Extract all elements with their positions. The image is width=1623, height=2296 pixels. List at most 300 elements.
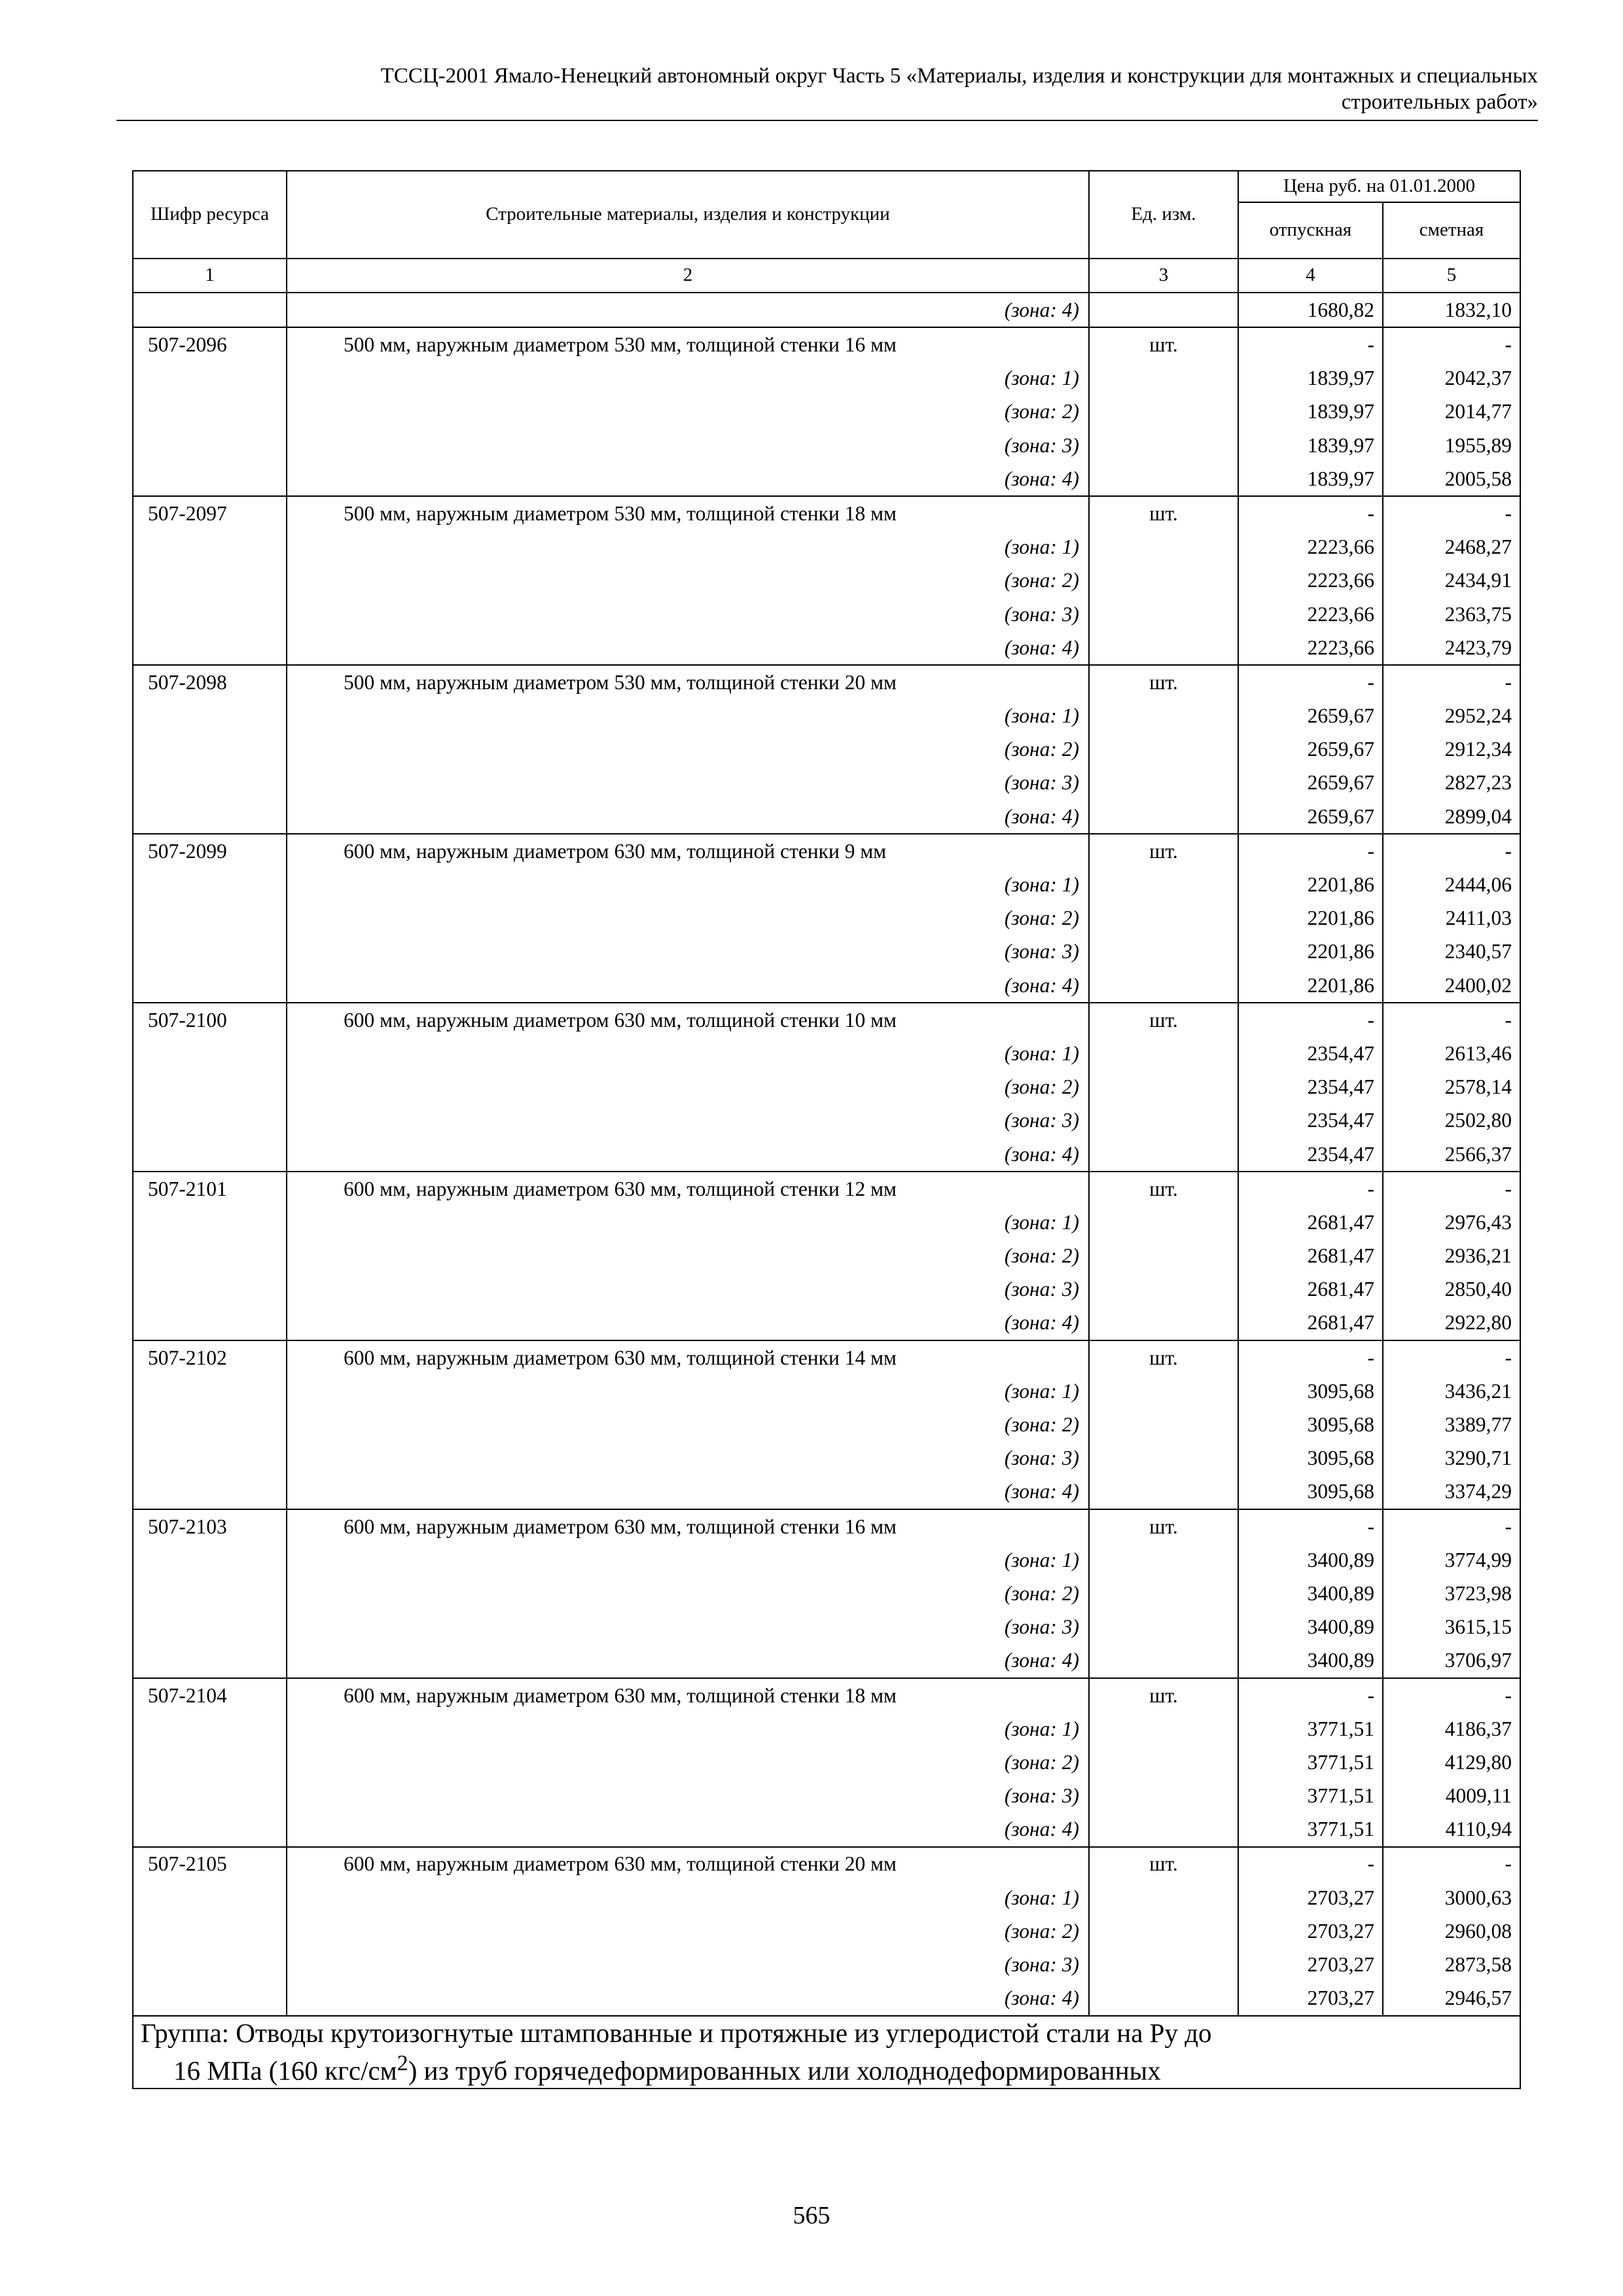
cell-code [133,1948,287,1981]
cell-unit: шт. [1089,1172,1238,1206]
cell-code [133,530,287,564]
cell-description: 500 мм, наружным диаметром 530 мм, толщиной стенки 16 мм [287,327,1089,361]
zone-row [133,1441,1520,1475]
cell-price-estimate: 3290,71 [1383,1441,1520,1475]
cell-price-release: 3771,51 [1238,1712,1383,1746]
cell-description: (зона: 2) [287,1914,1089,1948]
cell-price-release: 3400,89 [1238,1577,1383,1610]
item-row [133,496,1520,530]
column-number-3: 3 [1089,259,1238,293]
cell-unit [1089,1948,1238,1981]
cell-description: (зона: 4) [287,969,1089,1003]
cell-price-estimate: 4110,94 [1383,1812,1520,1846]
cell-unit [1089,1779,1238,1812]
cell-code [133,1779,287,1812]
cell-description: (зона: 3) [287,1779,1089,1812]
cell-price-release: 1839,97 [1238,462,1383,496]
cell-price-release: - [1238,834,1383,868]
zone-row [133,1712,1520,1746]
cell-code [133,699,287,732]
header-materials: Строительные материалы, изделия и конструкции [287,171,1089,259]
cell-price-release: 2223,66 [1238,564,1383,598]
cell-code [133,1037,287,1070]
cell-unit: шт. [1089,1678,1238,1712]
cell-price-estimate: - [1383,1003,1520,1037]
cell-unit [1089,935,1238,969]
header-line-2: строительных работ» [1341,90,1538,115]
zone-row [133,1577,1520,1610]
cell-description: (зона: 4) [287,1138,1089,1172]
zone-row [133,1812,1520,1846]
cell-price-release: - [1238,1509,1383,1543]
cell-unit: шт. [1089,665,1238,699]
zone-row [133,361,1520,395]
cell-description: (зона: 3) [287,1610,1089,1643]
cell-description: 600 мм, наружным диаметром 630 мм, толщиной стенки 10 мм [287,1003,1089,1037]
cell-unit [1089,1914,1238,1948]
cell-description: (зона: 2) [287,1070,1089,1103]
cell-price-estimate: 2400,02 [1383,969,1520,1003]
cell-price-estimate: 2946,57 [1383,1981,1520,2015]
cell-unit [1089,699,1238,732]
cell-unit [1089,1475,1238,1509]
item-row [133,1172,1520,1206]
cell-price-estimate: 4186,37 [1383,1712,1520,1746]
cell-unit [1089,766,1238,800]
zone-row [133,699,1520,732]
cell-description: (зона: 4) [287,800,1089,834]
cell-price-release: 2223,66 [1238,631,1383,665]
cell-price-estimate: 3706,97 [1383,1644,1520,1678]
zone-row [133,1070,1520,1103]
cell-price-release: 2354,47 [1238,1070,1383,1103]
cell-unit [1089,1644,1238,1678]
cell-price-estimate: 3389,77 [1383,1408,1520,1441]
cell-price-release: 2354,47 [1238,1037,1383,1070]
cell-price-release: - [1238,1678,1383,1712]
cell-price-estimate: 4129,80 [1383,1746,1520,1779]
cell-unit [1089,1206,1238,1239]
cell-code [133,1138,287,1172]
cell-unit [1089,1881,1238,1914]
group-title [133,2016,1520,2089]
cell-code [133,1712,287,1746]
cell-code [133,1441,287,1475]
cell-price-estimate: 3436,21 [1383,1374,1520,1408]
cell-code [133,1914,287,1948]
header-price-estimate: сметная [1383,202,1520,259]
cell-description: 600 мм, наружным диаметром 630 мм, толщиной стенки 20 мм [287,1847,1089,1881]
cell-description: 600 мм, наружным диаметром 630 мм, толщиной стенки 18 мм [287,1678,1089,1712]
cell-description: (зона: 4) [287,293,1089,327]
cell-code [133,969,287,1003]
cell-price-release: - [1238,1003,1383,1037]
cell-price-release: 3095,68 [1238,1374,1383,1408]
cell-unit [1089,732,1238,766]
cell-price-release: 3095,68 [1238,1475,1383,1509]
cell-price-estimate: 2444,06 [1383,868,1520,901]
cell-price-release: 2223,66 [1238,598,1383,631]
cell-unit [1089,901,1238,935]
page-number: 565 [793,2202,830,2229]
cell-price-estimate: - [1383,1678,1520,1712]
cell-description: (зона: 2) [287,1577,1089,1610]
cell-description: (зона: 2) [287,564,1089,598]
cell-unit [1089,1272,1238,1306]
cell-description: (зона: 4) [287,1306,1089,1340]
item-row [133,834,1520,868]
cell-unit: шт. [1089,1340,1238,1374]
cell-description: (зона: 2) [287,1746,1089,1779]
zone-row [133,1374,1520,1408]
cell-code [133,361,287,395]
cell-code [133,293,287,327]
item-row [133,1847,1520,1881]
zone-row [133,1037,1520,1070]
cell-price-release: - [1238,1340,1383,1374]
cell-description: (зона: 1) [287,361,1089,395]
cell-code [133,868,287,901]
cell-price-estimate: 2578,14 [1383,1070,1520,1103]
cell-code: 507-2099 [133,834,287,868]
cell-description: (зона: 1) [287,530,1089,564]
zone-row [133,1272,1520,1306]
cell-description: (зона: 1) [287,1374,1089,1408]
cell-code: 507-2104 [133,1678,287,1712]
cell-code [133,1104,287,1138]
cell-description: (зона: 4) [287,462,1089,496]
cell-description: (зона: 4) [287,631,1089,665]
cell-price-estimate: - [1383,1509,1520,1543]
cell-description: (зона: 1) [287,699,1089,732]
cell-price-release: 2703,27 [1238,1881,1383,1914]
cell-price-estimate: 2976,43 [1383,1206,1520,1239]
cell-description: (зона: 3) [287,1948,1089,1981]
zone-row [133,462,1520,496]
cell-code [133,1812,287,1846]
item-row [133,1678,1520,1712]
column-number-5: 5 [1383,259,1520,293]
cell-description: (зона: 2) [287,732,1089,766]
cell-description: (зона: 4) [287,1812,1089,1846]
cell-code [133,1610,287,1643]
cell-price-release: 2659,67 [1238,766,1383,800]
cell-code [133,766,287,800]
cell-price-estimate: 3774,99 [1383,1543,1520,1577]
cell-price-release: 2659,67 [1238,699,1383,732]
zone-row [133,1746,1520,1779]
cell-price-estimate: - [1383,496,1520,530]
superscript-2: 2 [397,2051,408,2075]
cell-price-estimate: 2502,80 [1383,1104,1520,1138]
cell-price-estimate: 2468,27 [1383,530,1520,564]
cell-code: 507-2105 [133,1847,287,1881]
cell-price-release: 2703,27 [1238,1914,1383,1948]
cell-description: (зона: 3) [287,766,1089,800]
header-price-release: отпускная [1238,202,1383,259]
zone-row [133,732,1520,766]
cell-code: 507-2101 [133,1172,287,1206]
cell-price-estimate: 3723,98 [1383,1577,1520,1610]
item-row [133,665,1520,699]
cell-unit [1089,1138,1238,1172]
cell-unit [1089,1306,1238,1340]
cell-code [133,1206,287,1239]
cell-price-estimate: 2850,40 [1383,1272,1520,1306]
cell-code [133,1881,287,1914]
cell-unit [1089,395,1238,429]
cell-price-release: 2659,67 [1238,732,1383,766]
header-price: Цена руб. на 01.01.2000 [1238,171,1520,202]
zone-row [133,935,1520,969]
item-row [133,1003,1520,1037]
cell-description: (зона: 3) [287,935,1089,969]
cell-price-estimate: 2613,46 [1383,1037,1520,1070]
cell-price-release: 3095,68 [1238,1408,1383,1441]
cell-code [133,732,287,766]
cell-price-estimate: 1955,89 [1383,429,1520,462]
cell-unit [1089,1746,1238,1779]
cell-description: (зона: 1) [287,1206,1089,1239]
cell-code [133,901,287,935]
cell-description: (зона: 2) [287,395,1089,429]
cell-price-release: 3095,68 [1238,1441,1383,1475]
cell-unit: шт. [1089,327,1238,361]
cell-code [133,1306,287,1340]
cell-price-release: - [1238,1847,1383,1881]
table-body [133,293,1520,2016]
cell-price-release: 1839,97 [1238,361,1383,395]
cell-price-estimate: 2042,37 [1383,361,1520,395]
cell-price-release: - [1238,496,1383,530]
cell-code [133,1746,287,1779]
cell-description: (зона: 2) [287,1408,1089,1441]
cell-price-estimate: 2899,04 [1383,800,1520,834]
cell-price-estimate: 2912,34 [1383,732,1520,766]
cell-price-estimate: 3374,29 [1383,1475,1520,1509]
cell-price-estimate: - [1383,1340,1520,1374]
cell-unit: шт. [1089,1003,1238,1037]
cell-price-estimate: 2960,08 [1383,1914,1520,1948]
cell-description: (зона: 3) [287,429,1089,462]
cell-price-release: 3771,51 [1238,1812,1383,1846]
zone-row [133,1104,1520,1138]
zone-row [133,598,1520,631]
cell-code [133,1374,287,1408]
cell-price-release: 2201,86 [1238,969,1383,1003]
cell-price-estimate: - [1383,834,1520,868]
column-number-4: 4 [1238,259,1383,293]
cell-price-release: 2201,86 [1238,868,1383,901]
cell-price-release: 1839,97 [1238,395,1383,429]
cell-price-release: 2201,86 [1238,935,1383,969]
cell-description: (зона: 2) [287,901,1089,935]
item-row [133,327,1520,361]
cell-unit [1089,1037,1238,1070]
cell-price-estimate: - [1383,1172,1520,1206]
cell-description: 600 мм, наружным диаметром 630 мм, толщиной стенки 12 мм [287,1172,1089,1206]
zone-row [133,1306,1520,1340]
header-unit: Ед. изм. [1089,171,1238,259]
cell-unit [1089,800,1238,834]
zone-row [133,1543,1520,1577]
cell-unit [1089,1712,1238,1746]
cell-price-estimate: 3000,63 [1383,1881,1520,1914]
cell-code [133,935,287,969]
zone-row [133,631,1520,665]
cell-unit [1089,1577,1238,1610]
cell-description: (зона: 1) [287,1543,1089,1577]
cell-unit [1089,462,1238,496]
cell-description: (зона: 3) [287,1272,1089,1306]
cell-price-release: 3771,51 [1238,1746,1383,1779]
cell-unit [1089,1070,1238,1103]
cell-unit [1089,429,1238,462]
cell-description: (зона: 3) [287,1104,1089,1138]
zone-row [133,1239,1520,1272]
zone-row [133,1138,1520,1172]
cell-code [133,598,287,631]
cell-code [133,1644,287,1678]
zone-row [133,1408,1520,1441]
cell-description: 600 мм, наружным диаметром 630 мм, толщиной стенки 14 мм [287,1340,1089,1374]
cell-price-release: 3400,89 [1238,1610,1383,1643]
cell-code [133,429,287,462]
cell-unit [1089,564,1238,598]
cell-unit [1089,631,1238,665]
cell-description: (зона: 4) [287,1644,1089,1678]
zone-row [133,1610,1520,1643]
cell-price-release: 2201,86 [1238,901,1383,935]
cell-unit: шт. [1089,1509,1238,1543]
cell-price-estimate: 4009,11 [1383,1779,1520,1812]
cell-price-estimate: 2363,75 [1383,598,1520,631]
cell-price-estimate: - [1383,1847,1520,1881]
cell-code [133,800,287,834]
cell-price-release: 3400,89 [1238,1644,1383,1678]
zone-row [133,530,1520,564]
zone-row [133,395,1520,429]
cell-price-estimate: 2922,80 [1383,1306,1520,1340]
zone-row [133,800,1520,834]
cell-price-release: 1680,82 [1238,293,1383,327]
cell-price-estimate: 2566,37 [1383,1138,1520,1172]
zone-row [133,1914,1520,1948]
cell-code [133,1272,287,1306]
cell-description: (зона: 3) [287,1441,1089,1475]
cell-code [133,1070,287,1103]
zone-row [133,564,1520,598]
zone-row [133,429,1520,462]
cell-unit [1089,868,1238,901]
header-line-1: ТССЦ-2001 Ямало-Ненецкий автономный округ Часть 5 «Материалы, изделия и конструкции для монтажных и специальных [380,64,1538,88]
cell-price-release: - [1238,327,1383,361]
cell-unit [1089,361,1238,395]
cell-description: (зона: 3) [287,598,1089,631]
cell-description: 500 мм, наружным диаметром 530 мм, толщиной стенки 18 мм [287,496,1089,530]
cell-price-release: 2681,47 [1238,1272,1383,1306]
cell-code [133,1577,287,1610]
cell-price-estimate: 2873,58 [1383,1948,1520,1981]
cell-unit [1089,293,1238,327]
cell-price-estimate: 2340,57 [1383,935,1520,969]
cell-unit [1089,1543,1238,1577]
cell-code: 507-2098 [133,665,287,699]
cell-description: (зона: 1) [287,1037,1089,1070]
cell-description: 500 мм, наружным диаметром 530 мм, толщиной стенки 20 мм [287,665,1089,699]
zone-row [133,969,1520,1003]
cell-price-release: 3400,89 [1238,1543,1383,1577]
cell-price-estimate: 2952,24 [1383,699,1520,732]
cell-price-estimate: - [1383,665,1520,699]
cell-price-release: 2681,47 [1238,1206,1383,1239]
zone-row [133,1475,1520,1509]
cell-unit [1089,1374,1238,1408]
column-number-2: 2 [287,259,1089,293]
zone-row [133,1644,1520,1678]
zone-row [133,901,1520,935]
cell-price-estimate: 2411,03 [1383,901,1520,935]
cell-code: 507-2097 [133,496,287,530]
cell-unit [1089,1441,1238,1475]
cell-price-estimate: - [1383,327,1520,361]
table-header [133,171,1520,293]
cell-code [133,1408,287,1441]
cell-price-estimate: 1832,10 [1383,293,1520,327]
cell-price-release: 2354,47 [1238,1138,1383,1172]
cell-price-release: 3771,51 [1238,1779,1383,1812]
cell-price-estimate: 2827,23 [1383,766,1520,800]
cell-price-estimate: 2434,91 [1383,564,1520,598]
cell-price-estimate: 2423,79 [1383,631,1520,665]
cell-description: (зона: 4) [287,1475,1089,1509]
cell-unit [1089,530,1238,564]
cell-description: 600 мм, наружным диаметром 630 мм, толщиной стенки 16 мм [287,1509,1089,1543]
cell-description: (зона: 1) [287,1712,1089,1746]
cell-price-estimate: 2936,21 [1383,1239,1520,1272]
cell-price-release: 2703,27 [1238,1981,1383,2015]
cell-code [133,631,287,665]
cell-unit [1089,969,1238,1003]
cell-code: 507-2100 [133,1003,287,1037]
zone-row [133,293,1520,327]
cell-unit [1089,1104,1238,1138]
cell-code: 507-2102 [133,1340,287,1374]
cell-code [133,1475,287,1509]
cell-description: (зона: 2) [287,1239,1089,1272]
cell-unit [1089,1239,1238,1272]
cell-code [133,564,287,598]
group-title-line-2: 16 МПа (160 кгс/$см^2$) из труб горячедеформированных или холоднодеформированных [173,2051,1161,2086]
cell-price-release: 2223,66 [1238,530,1383,564]
header-divider [116,120,1538,121]
cell-price-release: - [1238,1172,1383,1206]
cell-unit [1089,1981,1238,2015]
page-header [116,63,1538,116]
cell-unit [1089,1812,1238,1846]
price-table [132,170,1521,2089]
cell-description: 600 мм, наружным диаметром 630 мм, толщиной стенки 9 мм [287,834,1089,868]
cell-description: (зона: 1) [287,1881,1089,1914]
cell-unit: шт. [1089,1847,1238,1881]
zone-row [133,1948,1520,1981]
cell-price-estimate: 3615,15 [1383,1610,1520,1643]
column-number-1: 1 [133,259,287,293]
cell-unit: шт. [1089,834,1238,868]
header-code: Шифр ресурса [133,171,287,259]
cell-code [133,1981,287,2015]
cell-unit: шт. [1089,496,1238,530]
